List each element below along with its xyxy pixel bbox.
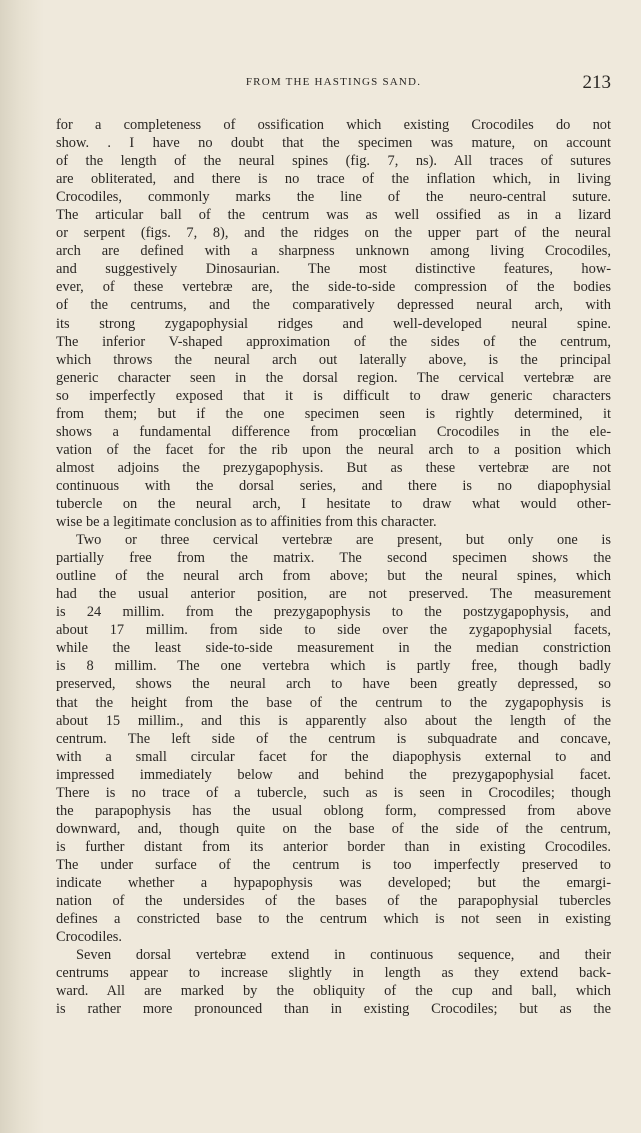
text-line: Crocodiles. <box>56 929 122 946</box>
page-number: 213 <box>582 72 611 93</box>
text-line: of the centrums, and the comparatively depressed neural arch, with <box>56 297 611 314</box>
text-line: nation of the undersides of the bases of the parapophysial tubercles <box>56 893 611 910</box>
text-line: is 8 millim. The one vertebra which is partly free, though badly <box>56 658 611 675</box>
page-header <box>56 72 611 98</box>
text-line: shows a fundamental difference from procœlian Crocodiles in the ele- <box>56 423 611 440</box>
text-line: ward. All are marked by the obliquity of the cup and ball, which <box>56 983 611 1000</box>
text-line: arch are defined with a sharpness unknown among living Crocodiles, <box>56 243 611 260</box>
text-line: generic character seen in the dorsal region. The cervical vertebræ are <box>56 369 611 386</box>
text-line: so imperfectly exposed that it is difficult to draw generic characters <box>56 387 611 404</box>
text-line: that the height from the base of the centrum to the zygapophysis is <box>56 694 611 711</box>
text-line: Seven dorsal vertebræ extend in continuous sequence, and their <box>76 947 611 964</box>
text-line: its strong zygapophysial ridges and well-developed neural spine. <box>56 315 611 332</box>
text-line: Crocodiles, commonly marks the line of the neuro-central suture. <box>56 189 611 206</box>
text-line: and suggestively Dinosaurian. The most distinctive features, how- <box>56 261 611 278</box>
text-line: There is no trace of a tubercle, such as is seen in Crocodiles; though <box>56 784 611 801</box>
text-line: indicate whether a hypapophysis was developed; but the emargi- <box>56 874 611 891</box>
text-line: the parapophysis has the usual oblong form, compressed from above <box>56 802 611 819</box>
text-line: tubercle on the neural arch, I hesitate to draw what would other- <box>56 495 611 512</box>
text-line: is rather more pronounced than in existing Crocodiles; but as the <box>56 1001 611 1018</box>
text-line: with a small circular facet for the diapophysis external to and <box>56 748 611 765</box>
body-text <box>56 116 611 1018</box>
text-line: partially free from the matrix. The second specimen shows the <box>56 550 611 567</box>
text-line: Two or three cervical vertebræ are present, but only one is <box>76 532 611 549</box>
text-line: continuous with the dorsal series, and there is no diapophysial <box>56 477 611 494</box>
text-line: of the length of the neural spines (fig. 7, ns). All traces of sutures <box>56 153 611 170</box>
text-line: impressed immediately below and behind the prezygapophysial facet. <box>56 766 611 783</box>
text-line: The under surface of the centrum is too imperfectly preserved to <box>56 856 611 873</box>
text-line: which throws the neural arch out laterally above, is the principal <box>56 351 611 368</box>
running-head: FROM THE HASTINGS SAND. <box>245 76 422 88</box>
text-line: The articular ball of the centrum was as well ossified as in a lizard <box>56 207 611 224</box>
text-line: ever, of these vertebræ are, the side-to-side compression of the bodies <box>56 279 611 296</box>
text-line: is further distant from its anterior border than in existing Crocodiles. <box>56 838 611 855</box>
text-line: while the least side-to-side measurement in the median constriction <box>56 640 611 657</box>
text-line: preserved, shows the neural arch to have been greatly depressed, so <box>56 676 611 693</box>
text-line: from them; but if the one specimen seen is rightly determined, it <box>56 405 611 422</box>
text-line: centrums appear to increase slightly in length as they extend back- <box>56 965 611 982</box>
text-line: about 17 millim. from side to side over the zygapophysial facets, <box>56 622 611 639</box>
text-line: for a completeness of ossification which existing Crocodiles do not <box>56 117 611 133</box>
text-line: vation of the facet for the rib upon the neural arch to a position which <box>56 441 611 458</box>
text-line: defines a constricted base to the centrum which is not seen in existing <box>56 911 611 928</box>
text-line: The inferior V-shaped approximation of the sides of the centrum, <box>56 333 611 350</box>
text-line: outline of the neural arch from above; but the neural spines, which <box>56 568 611 585</box>
text-line: or serpent (figs. 7, 8), and the ridges on the upper part of the neural <box>56 225 611 242</box>
text-line: about 15 millim., and this is apparently also about the length of the <box>56 712 611 729</box>
text-line: show. . I have no doubt that the specimen was mature, on account <box>56 135 611 152</box>
text-line: wise be a legitimate conclusion as to affinities from this character. <box>56 514 437 531</box>
page-edge-stain <box>0 0 44 1133</box>
text-line: is 24 millim. from the prezygapophysis to the postzygapophysis, and <box>56 604 611 621</box>
text-line: downward, and, though quite on the base of the side of the centrum, <box>56 820 611 837</box>
text-line: centrum. The left side of the centrum is subquadrate and concave, <box>56 730 611 747</box>
text-line: almost adjoins the prezygapophysis. But as these vertebræ are not <box>56 459 611 476</box>
text-line: had the usual anterior position, are not preserved. The measurement <box>56 586 611 603</box>
text-line: are obliterated, and there is no trace of the inflation which, in living <box>56 171 611 188</box>
